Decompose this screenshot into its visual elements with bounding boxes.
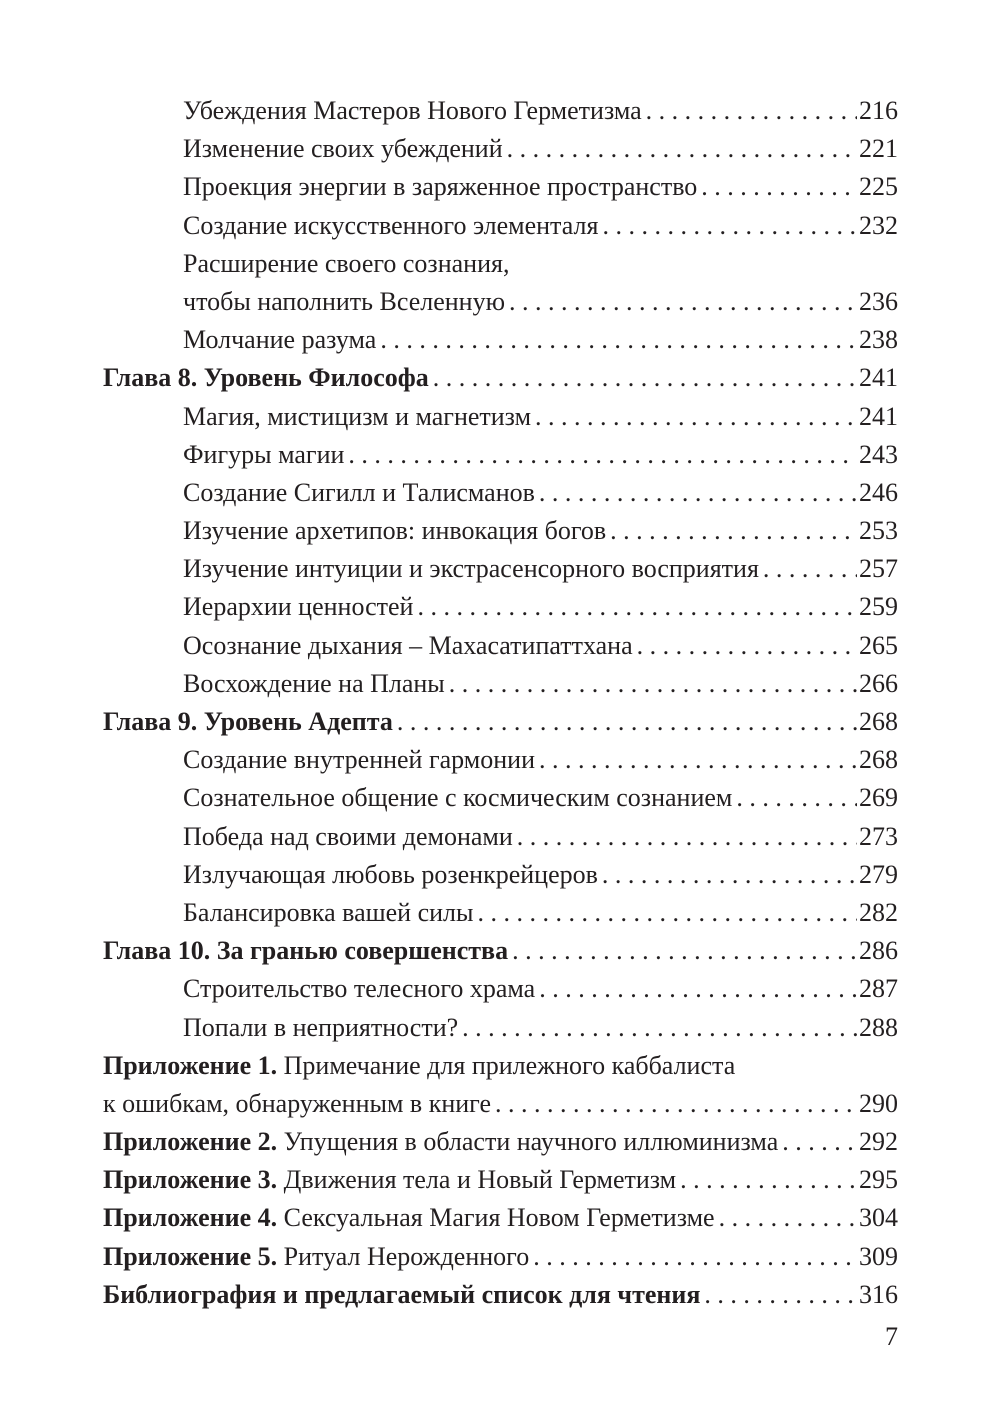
dot-leader [517, 818, 857, 856]
toc-entry-page: 221 [859, 134, 898, 164]
toc-entry-title: Попали в неприятности? [183, 1012, 459, 1042]
toc-entry-page: 265 [859, 630, 898, 660]
toc-entry [103, 1009, 898, 1047]
toc-entry-title: Убеждения Мастеров Нового Герметизма [183, 96, 642, 125]
toc-appendix [103, 1238, 898, 1276]
dot-leader [495, 1085, 857, 1123]
dot-leader [449, 665, 857, 703]
dot-leader [763, 550, 857, 588]
toc-entry [103, 894, 898, 932]
toc-entry-title: Создание Сигилл и Талисманов [183, 477, 535, 507]
dot-leader [602, 856, 857, 894]
toc-appendix [103, 1085, 898, 1123]
toc-entry-page: 295 [859, 1165, 898, 1195]
toc-entry-page: 286 [859, 936, 898, 966]
dot-leader [433, 359, 857, 397]
toc-entry [103, 92, 898, 130]
toc-appendix-label: Приложение 2. [103, 1127, 278, 1157]
toc-entry-title: Магия, мистицизм и магнетизм [183, 401, 532, 431]
toc-appendix-title-continuation: к ошибкам, обнаруженным в книге [103, 1088, 492, 1118]
toc-entry-page: 216 [859, 96, 898, 125]
toc-appendix-title: Упущения в области научного иллюминизма [283, 1127, 779, 1157]
toc-entry-title: Фигуры магии [183, 439, 345, 469]
dot-leader [539, 970, 857, 1008]
dot-leader [539, 474, 857, 512]
toc-entry-page: 279 [859, 859, 898, 889]
dot-leader [602, 207, 857, 245]
toc-appendix-label: Приложение 3. [103, 1165, 278, 1195]
toc-entry [103, 283, 898, 321]
toc-chapter-title: Глава 10. За гранью совершенства [103, 936, 509, 966]
dot-leader [704, 1276, 857, 1314]
toc-entry-title: Победа над своими демонами [183, 821, 513, 851]
toc-entry [103, 474, 898, 512]
toc-entry-page: 241 [859, 363, 898, 393]
dot-leader [701, 168, 857, 206]
toc-entry-page: 309 [859, 1241, 898, 1271]
toc-appendix-title: Сексуальная Магия Новом Герметизме [283, 1203, 715, 1233]
toc-entry-page: 243 [859, 439, 898, 469]
toc-entry [103, 168, 898, 206]
toc-entry-page: 290 [859, 1088, 898, 1118]
dot-leader [736, 779, 857, 817]
toc-entry-title: Изменение своих убеждений [183, 134, 503, 164]
dot-leader [509, 283, 857, 321]
toc-appendix [103, 1199, 898, 1237]
dot-leader [477, 894, 857, 932]
toc-entry [103, 741, 898, 779]
toc-entry-title: Изучение архетипов: инвокация богов [183, 516, 607, 546]
toc-entry [103, 436, 898, 474]
toc-entry-page: 241 [859, 401, 898, 431]
dot-leader [512, 932, 857, 970]
dot-leader [680, 1161, 857, 1199]
toc-entry [103, 627, 898, 665]
toc-entry-page: 304 [859, 1203, 898, 1233]
toc-entry-page: 269 [859, 783, 898, 813]
toc-appendix-title: Ритуал Нерожденного [283, 1241, 530, 1271]
toc-appendix [103, 1123, 898, 1161]
dot-leader [380, 321, 857, 359]
toc-entry [103, 856, 898, 894]
toc-appendix [103, 1161, 898, 1199]
toc-entry-page: 232 [859, 210, 898, 240]
toc-entry-page: 292 [859, 1127, 898, 1157]
toc-entry-page: 238 [859, 325, 898, 355]
toc-entry-title: Молчание разума [183, 325, 377, 355]
toc-entry [103, 665, 898, 703]
toc-entry-page: 288 [859, 1012, 898, 1042]
toc-entry-title: Балансировка вашей силы [183, 897, 474, 927]
toc-entry [103, 207, 898, 245]
dot-leader [539, 741, 857, 779]
toc-chapter-title: Глава 9. Уровень Адепта [103, 707, 393, 736]
dot-leader [535, 398, 857, 436]
dot-leader [397, 703, 857, 741]
toc-entry-title: Излучающая любовь розенкрейцеров [183, 859, 598, 889]
toc-entry [103, 512, 898, 550]
toc-entry [103, 398, 898, 436]
toc-entry-first-line [103, 245, 898, 283]
dot-leader [637, 627, 857, 665]
toc-chapter [103, 359, 898, 397]
toc-entry-title: Осознание дыхания – Махасатипаттхана [183, 630, 633, 660]
toc-chapter [103, 703, 898, 741]
toc-entry [103, 779, 898, 817]
toc-appendix-first-line [103, 1047, 898, 1085]
toc-entry-title: Иерархии ценностей [183, 592, 414, 622]
toc-appendix-label: Приложение 5. [103, 1241, 278, 1271]
toc-appendix-label: Приложение 1. [103, 1050, 278, 1080]
toc-entry [103, 970, 898, 1008]
dot-leader [719, 1199, 857, 1237]
toc-entry-title-continuation: чтобы наполнить Вселенную [183, 286, 506, 316]
toc-appendix-label: Приложение 4. [103, 1203, 278, 1233]
toc-entry-title: Восхождение на Планы [183, 668, 445, 698]
toc-entry-title: Изучение интуиции и экстрасенсорного восприятия [183, 554, 759, 584]
toc-appendix-title: Движения тела и Новый Герметизм [283, 1165, 677, 1195]
toc-entry-page: 236 [859, 286, 898, 316]
toc-chapter-title: Библиография и предлагаемый список для чтения [103, 1279, 701, 1309]
toc-entry-title: Расширение своего сознания, [183, 248, 510, 278]
toc-entry [103, 588, 898, 626]
dot-leader [533, 1238, 857, 1276]
toc-entry-title: Строительство телесного храма [183, 974, 536, 1004]
toc-entry-page: 225 [859, 172, 898, 202]
toc-entry-page: 316 [859, 1279, 898, 1309]
toc-entry-page: 268 [859, 707, 898, 736]
toc-entry-page: 257 [859, 554, 898, 584]
toc-entry-page: 253 [859, 516, 898, 546]
table-of-contents [103, 92, 898, 1314]
dot-leader [646, 92, 857, 130]
toc-entry-page: 259 [859, 592, 898, 622]
toc-entry-page: 273 [859, 821, 898, 851]
toc-chapter-title: Глава 8. Уровень Философа [103, 363, 429, 393]
toc-entry-page: 268 [859, 745, 898, 775]
toc-entry-page: 282 [859, 897, 898, 927]
toc-chapter [103, 1276, 898, 1314]
toc-entry-title: Создание внутренней гармонии [183, 745, 535, 775]
toc-entry-page: 246 [859, 477, 898, 507]
toc-entry-title: Сознательное общение с космическим сознанием [183, 783, 733, 813]
dot-leader [417, 588, 857, 626]
toc-chapter [103, 932, 898, 970]
page-number: 7 [885, 1322, 898, 1351]
toc-entry-title: Создание искусственного элементаля [183, 210, 599, 240]
toc-entry [103, 550, 898, 588]
toc-entry-page: 287 [859, 974, 898, 1004]
dot-leader [462, 1009, 857, 1047]
toc-entry [103, 321, 898, 359]
dot-leader [348, 436, 857, 474]
toc-entry [103, 818, 898, 856]
toc-entry [103, 130, 898, 168]
dot-leader [782, 1123, 857, 1161]
dot-leader [507, 130, 857, 168]
toc-appendix-title: Примечание для прилежного каббалиста [283, 1050, 736, 1080]
toc-entry-page: 266 [859, 668, 898, 698]
dot-leader [610, 512, 857, 550]
toc-entry-title: Проекция энергии в заряженное пространство [183, 172, 698, 202]
